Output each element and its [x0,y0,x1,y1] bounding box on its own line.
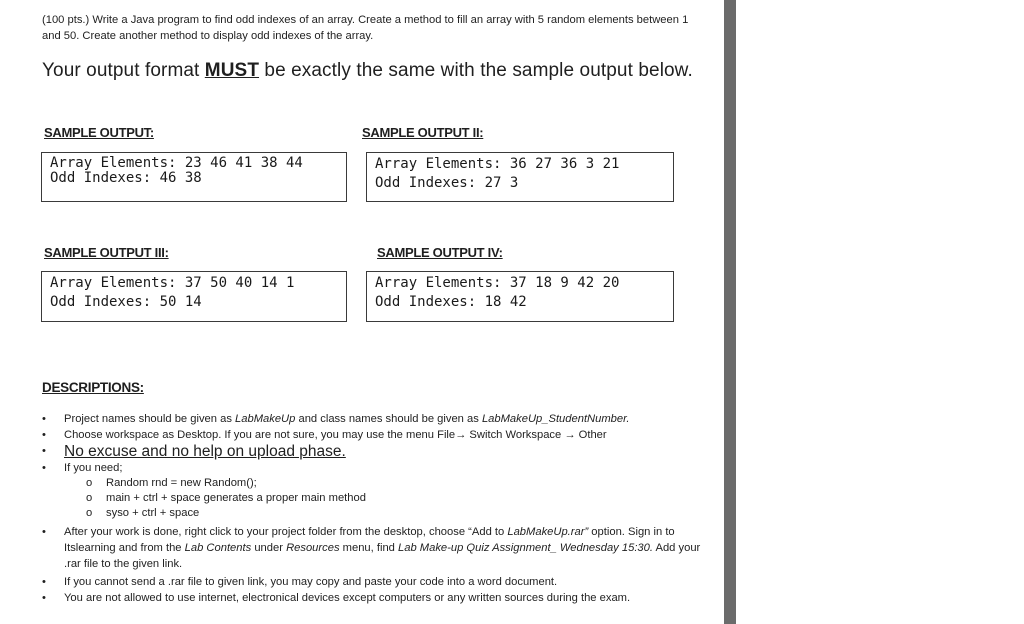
bullet-icon: • [42,413,46,425]
descriptions-heading: DESCRIPTIONS: [42,380,144,395]
list-item [42,460,702,476]
sub-list-item [42,491,702,506]
item-emphasis: LabMakeUp.rar” [507,526,589,538]
item-emphasis: Lab Make-up Quiz Assignment_ Wednesday 15:30. [398,542,653,554]
bullet-icon: • [42,526,46,538]
output-format-note [42,58,702,84]
list-item [42,574,702,590]
question-intro: (100 pts.) Write a Java program to find odd indexes of an array. Create a method to fill an array with 5 random elements between 1 and 50. Create another method to display odd indexes of the array. [42,14,689,42]
sample-output-4-box [366,271,674,322]
sample-output-3-line2: Odd Indexes: 50 14 [50,294,202,310]
circle-bullet-icon: o [86,492,93,504]
list-item [42,590,702,606]
item-text: Project names should be given as [64,413,236,425]
sub-list-item [42,476,702,491]
list-item [42,443,702,460]
format-text-after: be exactly the same with the sample output below. [259,60,693,81]
sample-output-2-line1: Array Elements: 36 27 36 3 21 [375,156,620,172]
sample-output-1-line1: Array Elements: 23 46 41 38 44 [50,155,303,171]
list-item [42,411,702,427]
item-text: Choose workspace as Desktop. If you are not sure, you may use the menu File→ Switch Workspace → Other [64,429,607,441]
bullet-icon: • [42,462,46,474]
item-text: No excuse and no help on upload phase. [64,443,346,460]
item-text: under [251,542,287,554]
item-text: You are not allowed to use internet, electronical devices except computers or any written sources during the exam. [64,592,631,604]
item-text: After your work is done, right click to your project folder from the desktop, choose “Add to [64,526,508,538]
sample-output-3-title: SAMPLE OUTPUT III: [44,245,169,260]
bullet-icon: • [42,592,46,604]
sample-output-3-line1: Array Elements: 37 50 40 14 1 [50,275,295,291]
list-item [42,524,702,572]
sample-output-1-box [41,152,347,202]
item-text: Add your .rar file to the given link. [64,542,701,570]
list-item [42,427,702,443]
item-emphasis: Lab Contents [184,542,252,554]
sub-list-item [42,506,702,521]
scrollbar-gutter[interactable] [724,0,736,624]
sample-output-2-box [366,152,674,202]
item-text: option. Sign in to Itslearning and from the [64,526,675,554]
item-text: If you cannot send a .rar file to given link, you may copy and paste your code into a word document. [64,576,558,588]
bullet-icon: • [42,429,46,441]
bullet-icon: • [42,445,46,457]
descriptions-list [42,411,702,606]
item-text: and class names should be given as [295,413,482,425]
item-text: menu, find [339,542,399,554]
sample-output-2-line2: Odd Indexes: 27 3 [375,175,519,191]
item-emphasis: Resources [286,542,340,554]
item-text: If you need; [64,462,123,474]
sample-output-3-box [41,271,347,322]
item-text: Random rnd = new Random(); [106,477,257,489]
bullet-icon: • [42,576,46,588]
circle-bullet-icon: o [86,477,93,489]
sample-output-4-title: SAMPLE OUTPUT IV: [377,245,503,260]
item-emphasis: LabMakeUp [235,413,296,425]
sample-output-4-line1: Array Elements: 37 18 9 42 20 [375,275,620,291]
item-text: main + ctrl + space generates a proper main method [106,492,366,504]
item-text: syso + ctrl + space [106,507,200,519]
circle-bullet-icon: o [86,507,93,519]
blank-panel [736,0,1024,624]
sample-output-1-title: SAMPLE OUTPUT: [44,125,154,140]
sample-output-2-title: SAMPLE OUTPUT II: [362,125,484,140]
item-emphasis: LabMakeUp_StudentNumber. [481,413,630,425]
format-must: MUST [204,60,260,81]
format-text-before: Your output format [42,60,205,81]
sample-output-1-line2: Odd Indexes: 46 38 [50,170,202,186]
sample-output-4-line2: Odd Indexes: 18 42 [375,294,527,310]
